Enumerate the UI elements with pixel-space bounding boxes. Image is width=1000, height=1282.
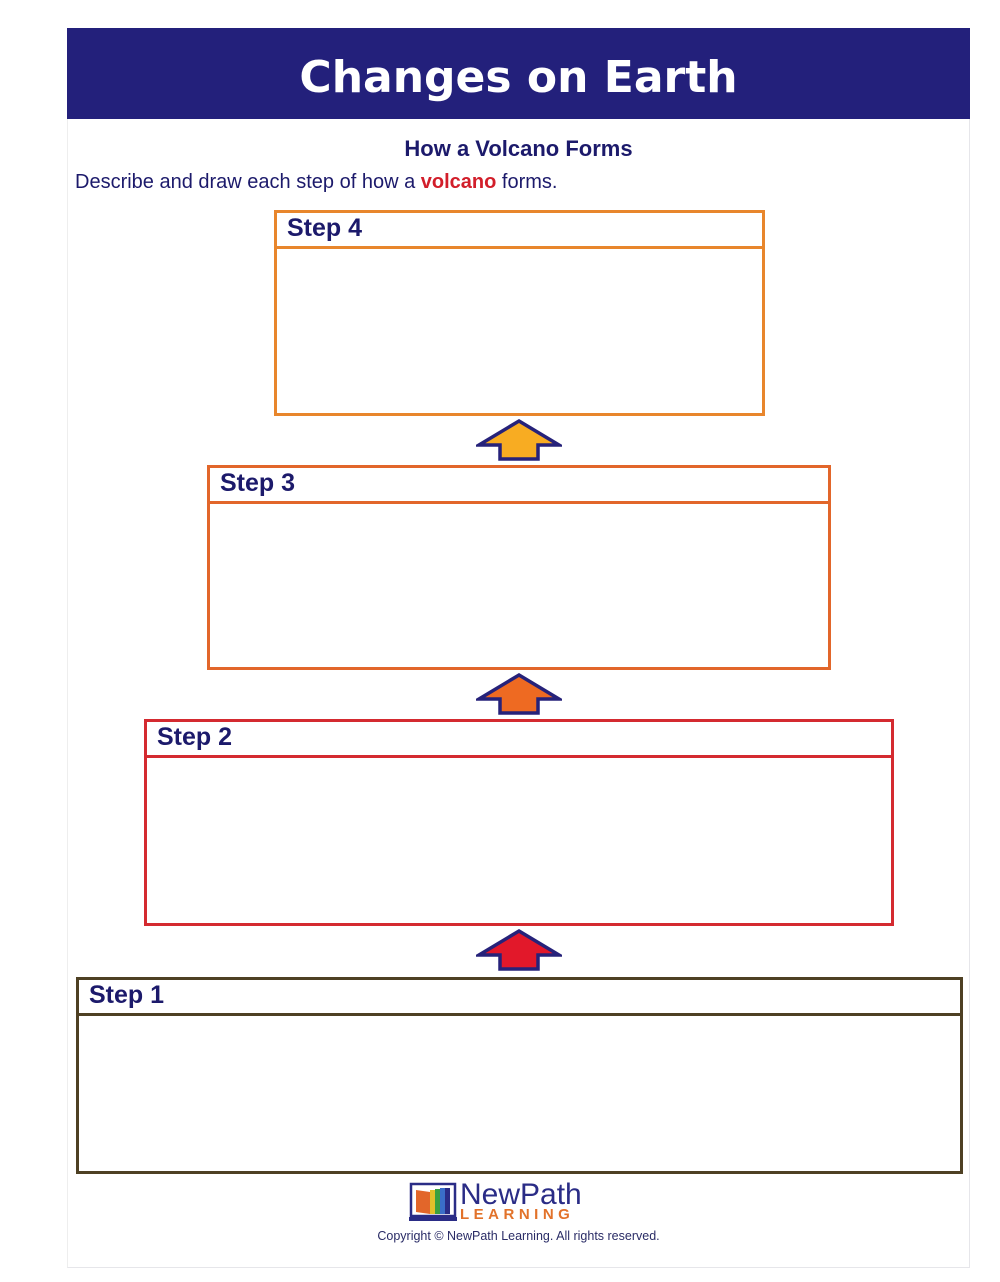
header-banner	[67, 28, 970, 119]
logo-subtext: LEARNING	[460, 1206, 575, 1223]
up-arrow-shape	[479, 421, 559, 459]
page-title: Changes on Earth	[299, 52, 738, 103]
step-3-label: Step 3	[220, 469, 296, 497]
instructions-text-after: forms.	[496, 171, 558, 193]
step-1-answer-area[interactable]	[79, 1016, 960, 1171]
step-2-header	[147, 722, 891, 758]
step-1-header	[79, 980, 960, 1016]
book-logo-icon	[408, 1182, 458, 1224]
worksheet-subtitle: How a Volcano Forms	[404, 136, 633, 161]
up-arrow-icon	[476, 928, 562, 972]
up-arrow-icon	[476, 418, 562, 462]
step-3-answer-area[interactable]	[210, 504, 828, 667]
step-4-header	[277, 213, 762, 249]
instructions-highlight: volcano	[420, 171, 497, 193]
step-3-box	[207, 465, 831, 670]
newpath-learning-logo	[408, 1180, 608, 1225]
logo-wordmark: NewPath	[460, 1178, 582, 1211]
step-1-box	[76, 977, 963, 1174]
up-arrow-icon	[476, 672, 562, 716]
step-2-label: Step 2	[157, 723, 233, 751]
step-3-header	[210, 468, 828, 504]
copyright-text: Copyright © NewPath Learning. All rights reserved.	[377, 1229, 660, 1243]
step-2-answer-area[interactable]	[147, 758, 891, 923]
up-arrow-shape	[479, 675, 559, 713]
up-arrow-shape	[479, 931, 559, 969]
instructions	[75, 171, 557, 194]
step-4-label: Step 4	[287, 214, 363, 242]
step-4-box	[274, 210, 765, 416]
step-4-answer-area[interactable]	[277, 249, 762, 413]
step-1-label: Step 1	[89, 981, 165, 1009]
instructions-text-before: Describe and draw each step of how a	[75, 171, 421, 193]
step-2-box	[144, 719, 894, 926]
